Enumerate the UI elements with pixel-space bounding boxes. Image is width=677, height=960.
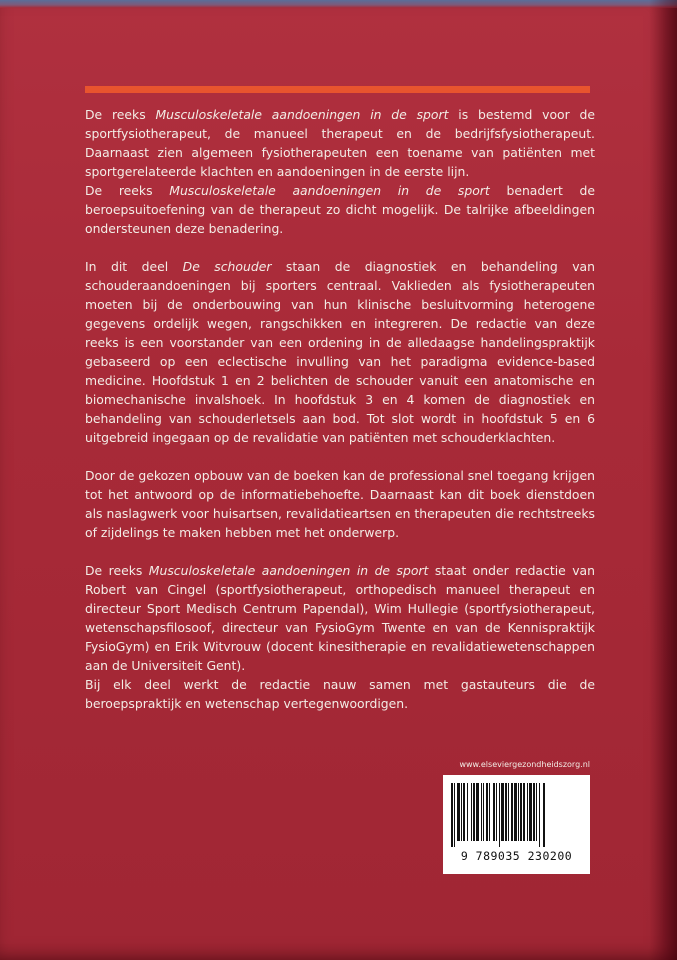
- paragraph-text: De reeks: [85, 183, 170, 198]
- isbn-number: 9 789035 230200: [460, 849, 573, 863]
- barcode-bar: [486, 783, 488, 841]
- barcode-bar: [496, 783, 497, 841]
- barcode-bar: [457, 783, 460, 841]
- barcode-bar: [467, 783, 468, 841]
- barcode-bar: [489, 783, 490, 841]
- cover-spine-shadow: [649, 0, 677, 960]
- barcode-bar: [505, 783, 507, 841]
- blurb-paragraph: [85, 105, 595, 181]
- barcode-bar: [543, 783, 545, 847]
- blurb-paragraph: [85, 257, 595, 447]
- blurb-paragraph: [85, 561, 595, 675]
- barcode-bar: [501, 783, 504, 841]
- paragraph-text: De reeks: [85, 563, 149, 578]
- barcode-bar: [529, 783, 532, 841]
- paragraph-text: staat onder redactie van Robert van Cingel (sportfysiotherapeut, orthopedisch manueel therapeut en directeur Sport Medisch Centrum Papendal), Wim Hullegie (sportfysiotherapeut, wetenschapsfilosoof, directeur van FysioGym Twente en van de Kennispraktijk FysioGym) en Erik Witvrouw (docent kinesitherapie en revalidatiewetenschappen aan de Universiteit Gent).: [85, 563, 595, 673]
- italic-title: Musculoskeletale aandoeningen in de sport: [148, 563, 429, 578]
- paragraph-text: De reeks: [85, 107, 156, 122]
- barcode-icon: [451, 783, 582, 847]
- blurb-paragraph: [85, 466, 595, 542]
- barcode-bar: [461, 783, 462, 841]
- barcode-bar: [483, 783, 484, 841]
- paragraph-text: benadert de beroepsuitoefening van de therapeut zo dicht mogelijk. De talrijke afbeeldingen ondersteunen deze benadering.: [85, 183, 596, 236]
- paragraph-text: Door de gekozen opbouw van de boeken kan de professional snel toegang krijgen tot het antwoord op de informatiebehoefte. Daarnaast kan dit boek dienstdoen als naslagwerk voor huisartsen, revalidatieartsen en therapeuten die rechtstreeks of zijdelings te maken hebben met het onderwerp.: [85, 468, 595, 540]
- barcode-bar: [523, 783, 525, 841]
- barcode-bar: [499, 783, 500, 847]
- barcode-bar: [508, 783, 509, 841]
- orange-accent-bar: [85, 86, 590, 93]
- barcode-bar: [481, 783, 482, 841]
- barcode-bar: [454, 783, 455, 847]
- barcode-bar: [536, 783, 537, 841]
- publisher-website: www.elseviergezondheidszorg.nl: [459, 760, 590, 769]
- paragraph-text: In dit deel: [85, 259, 183, 274]
- blurb-text: [85, 105, 595, 732]
- blurb-paragraph: [85, 675, 595, 713]
- barcode-bar: [473, 783, 475, 841]
- barcode-bar: [471, 783, 472, 841]
- barcode-bar: [539, 783, 540, 847]
- italic-title: Musculoskeletale aandoeningen in de sport: [155, 107, 449, 122]
- top-cover-band: [0, 0, 677, 8]
- barcode-bar: [520, 783, 522, 841]
- barcode-bar: [514, 783, 517, 841]
- barcode-bar: [533, 783, 535, 841]
- italic-title: Musculoskeletale aandoeningen in de sport: [169, 183, 490, 198]
- barcode-bar: [527, 783, 528, 841]
- barcode-bar: [511, 783, 513, 841]
- barcode-bar: [463, 783, 465, 841]
- barcode-bar: [518, 783, 519, 841]
- blurb-paragraph: [85, 181, 595, 238]
- barcode-bar: [451, 783, 453, 847]
- paragraph-text: is bestemd voor de sportfysiotherapeut, de manueel therapeut en de bedrijfsfysiotherapeut. Daarnaast zien algemeen fysiotherapeuten een toename van patiënten met sportgerelateerde klachten en aandoeningen in de eerste lijn.: [85, 107, 595, 179]
- paragraph-text: staan de diagnostiek en behandeling van schouderaandoeningen bij sporters centraal. Vaklieden als fysiotherapeuten moeten bij de onderbouwing van hun klinische besluitvorming heterogene gegevens ordelijk wegen, rangschikken en integreren. De redactie van deze reeks is een voorstander van een ordening in de alledaagse handelingspraktijk gebaseerd op een eclectische invulling van het paradigma evidence-based medicine. Hoofdstuk 1 en 2 belichten de schouder vanuit een anatomische en biomechanische invalshoek. In hoofdstuk 3 en 4 komen de diagnostiek en behandeling van schouderletsels aan bod. Tot slot wordt in hoofdstuk 5 en 6 uitgebreid ingegaan op de revalidatie van patiënten met schouderklachten.: [85, 259, 595, 445]
- barcode-bar: [493, 783, 495, 841]
- barcode-bar: [476, 783, 479, 841]
- barcode-label: [443, 775, 590, 874]
- paragraph-text: Bij elk deel werkt de redactie nauw samen met gastauteurs die de beroepspraktijk en wetenschap vertegenwoordigen.: [85, 677, 595, 711]
- italic-title: De schouder: [182, 259, 272, 274]
